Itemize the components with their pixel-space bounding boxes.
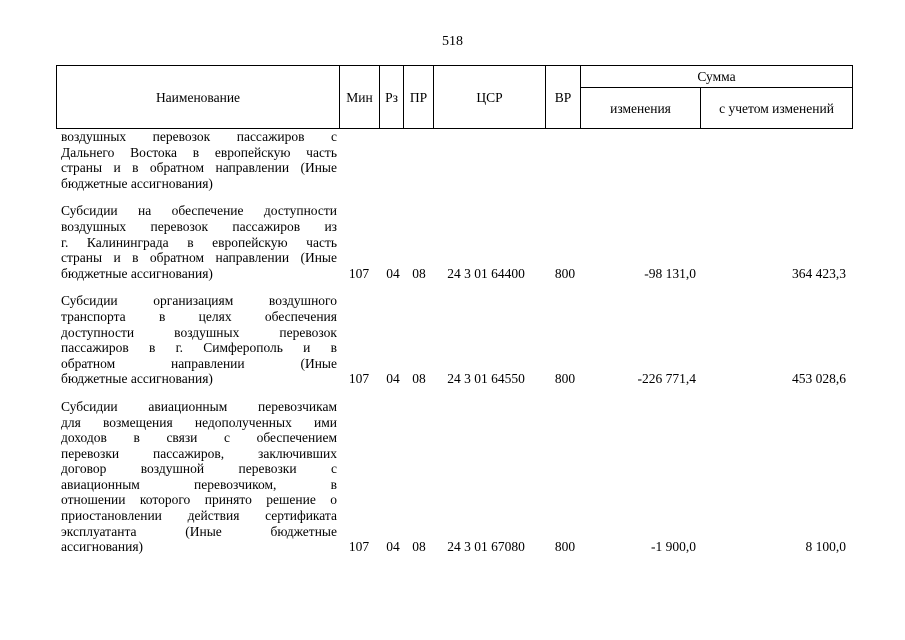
row-name-line: бюджетные ассигнования) — [61, 265, 213, 281]
row-vr: 800 — [554, 371, 576, 387]
header-with-change: с учетом изменений — [701, 88, 853, 129]
row-total: 453 028,6 — [792, 371, 846, 387]
row-name-line: пассажиров в г. Симферополь и в — [61, 340, 337, 356]
row-rz: 04 — [386, 265, 400, 281]
row-name-line: Субсидии на обеспечение доступности — [61, 203, 337, 219]
row-change: -1 900,0 — [651, 539, 696, 555]
row-min: 107 — [348, 371, 370, 387]
header-pr: ПР — [404, 66, 434, 129]
row-total: 8 100,0 — [805, 539, 846, 555]
row-rz: 04 — [386, 539, 400, 555]
row-name-line: воздушных перевозок пассажиров из — [61, 218, 337, 234]
row-pr: 08 — [412, 265, 426, 281]
row-name-line: обратном направлении (Иные — [61, 355, 337, 371]
header-csr: ЦСР — [434, 66, 546, 129]
table-row — [56, 399, 852, 555]
row-name-line: бюджетные ассигнования) — [61, 371, 213, 387]
page-number: 518 — [442, 34, 463, 49]
row-min: 107 — [348, 265, 370, 281]
table-body — [56, 129, 852, 555]
header-name: Наименование — [57, 66, 340, 129]
table-row — [56, 293, 852, 387]
row-name-line: приостановлении действия сертификата — [61, 508, 337, 524]
row-min: 107 — [348, 539, 370, 555]
row-vr: 800 — [554, 265, 576, 281]
row-name — [61, 129, 337, 191]
row-name-line: Субсидии организациям воздушного — [61, 293, 337, 309]
header-change: изменения — [581, 88, 701, 129]
header-min: Мин — [340, 66, 380, 129]
row-name-line: страны и в обратном направлении (Иные — [61, 160, 337, 176]
row-name-line: Дальнего Востока в европейскую часть — [61, 144, 337, 160]
row-name-line: транспорта в целях обеспечения — [61, 308, 337, 324]
row-rz: 04 — [386, 371, 400, 387]
table-header — [56, 65, 853, 129]
row-name — [61, 399, 337, 555]
row-name-line: для возмещения недополученных ими — [61, 414, 337, 430]
row-name-line: воздушных перевозок пассажиров с — [61, 129, 337, 144]
row-name-line: перевозки пассажиров, заключивших — [61, 445, 337, 461]
row-pr: 08 — [412, 539, 426, 555]
row-name-line: эксплуатанта (Иные бюджетные — [61, 523, 337, 539]
row-change: -98 131,0 — [644, 265, 696, 281]
row-name-line: бюджетные ассигнования) — [61, 175, 213, 191]
row-name-line: г. Калининграда в европейскую часть — [61, 234, 337, 250]
row-pr: 08 — [412, 371, 426, 387]
row-name-line: договор воздушной перевозки с — [61, 461, 337, 477]
row-change: -226 771,4 — [637, 371, 696, 387]
row-name — [61, 203, 337, 281]
table-row — [56, 203, 852, 281]
row-vr: 800 — [554, 539, 576, 555]
row-name-line: Субсидии авиационным перевозчикам — [61, 398, 337, 414]
row-name-line: отношении которого принято решение о — [61, 492, 337, 508]
row-total: 364 423,3 — [792, 265, 846, 281]
header-summa: Сумма — [581, 66, 853, 88]
row-csr: 24 3 01 64400 — [447, 265, 525, 281]
row-csr: 24 3 01 64550 — [447, 371, 525, 387]
row-name-line: страны и в обратном направлении (Иные — [61, 250, 337, 266]
row-name-line: ассигнования) — [61, 539, 144, 555]
row-csr: 24 3 01 67080 — [447, 539, 525, 555]
row-name — [61, 293, 337, 387]
row-name-line: авиационным перевозчиком, в — [61, 476, 337, 492]
header-rz: Рз — [380, 66, 404, 129]
table-row — [56, 129, 852, 191]
row-name-line: доступности воздушных перевозок — [61, 324, 337, 340]
row-name-line: доходов в связи с обеспечением — [61, 430, 337, 446]
header-vr: ВР — [546, 66, 581, 129]
